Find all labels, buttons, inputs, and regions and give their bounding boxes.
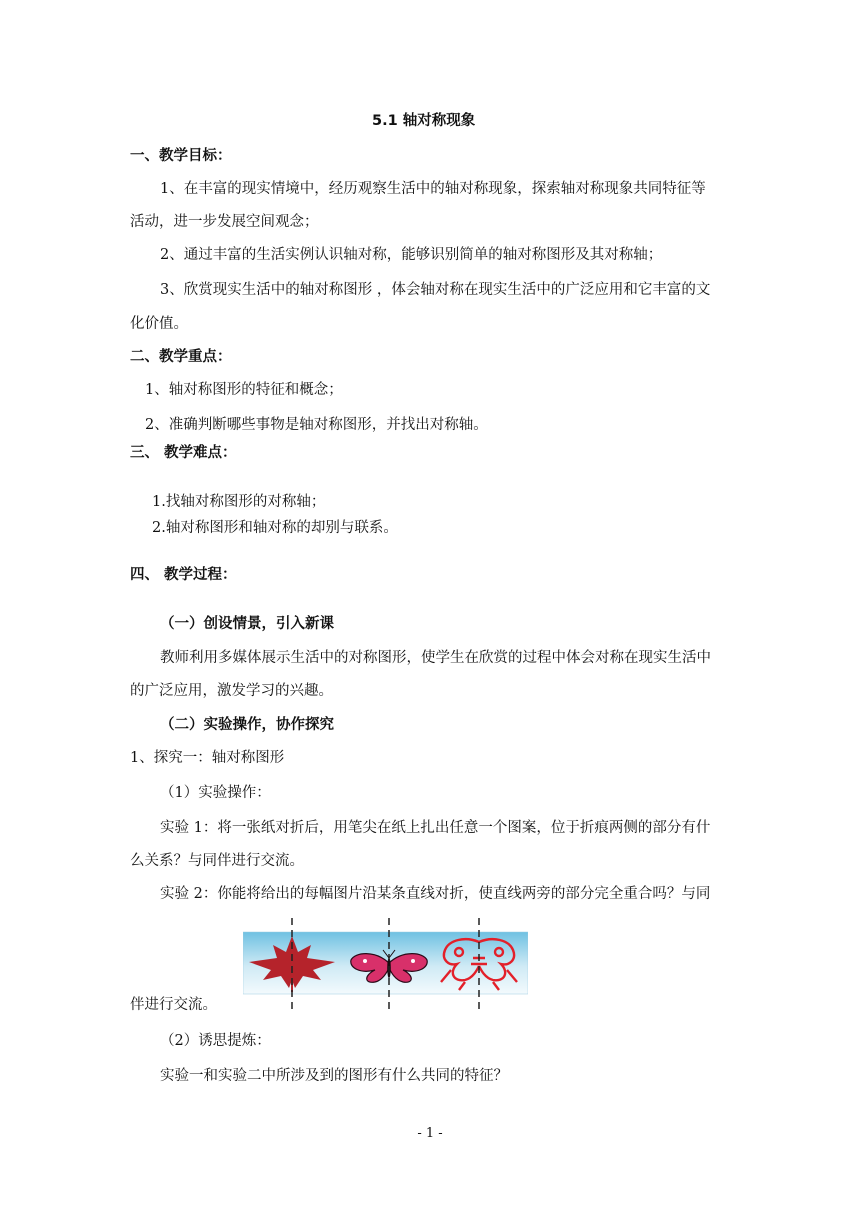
- heading-teaching-goals: 一、教学目标：: [130, 148, 232, 164]
- intro-line-1: 教师利用多媒体展示生活中的对称图形，使学生在欣赏的过程中体会对称在现实生活中: [160, 650, 711, 666]
- difficulty-1: 1.找轴对称图形的对称轴；: [152, 494, 326, 510]
- key-point-2: 2、准确判断哪些事物是轴对称图形，并找出对称轴。: [145, 417, 488, 433]
- difficulty-2: 2.轴对称图形和轴对称的却别与联系。: [152, 520, 398, 536]
- goal-2: 2、通过丰富的生活实例认识轴对称，能够识别简单的轴对称图形及其对称轴；: [160, 247, 663, 263]
- page-number: - 1 -: [417, 1126, 443, 1141]
- symmetry-figure: [243, 918, 528, 1013]
- intro-line-2: 的广泛应用，激发学习的兴趣。: [130, 683, 333, 699]
- experiment-2-line-2: 伴进行交流。: [130, 997, 217, 1013]
- subheading-experiment: （二）实验操作，协作探究: [160, 717, 334, 733]
- key-point-1: 1、轴对称图形的特征和概念；: [145, 382, 343, 398]
- goal-3-line-2: 化价值。: [130, 316, 188, 332]
- page-title: 5.1 轴对称现象: [372, 113, 476, 129]
- experiment-1-line-1: 实验 1：将一张纸对折后，用笔尖在纸上扎出任意一个图案，位于折痕两侧的部分有什: [160, 820, 711, 836]
- explore-1: 1、探究一：轴对称图形: [130, 750, 285, 766]
- heading-key-points: 二、教学重点：: [130, 349, 232, 365]
- goal-1-line-1: 1、在丰富的现实情境中，经历观察生活中的轴对称现象，探索轴对称现象共同特征等: [160, 181, 706, 197]
- operation-heading: （1）实验操作：: [160, 785, 271, 801]
- goal-3-line-1: 3、欣赏现实生活中的轴对称图形 ，体会轴对称在现实生活中的广泛应用和它丰富的文: [160, 282, 711, 298]
- reflection-heading: （2）诱思提炼：: [160, 1033, 271, 1049]
- reflection-question: 实验一和实验二中所涉及到的图形有什么共同的特征？: [160, 1068, 508, 1084]
- heading-difficulties: 三、 教学难点：: [130, 445, 237, 461]
- experiment-2-line-1: 实验 2：你能将给出的每幅图片沿某条直线对折，使直线两旁的部分完全重合吗？与同: [160, 886, 711, 902]
- subheading-intro: （一）创设情景，引入新课: [160, 616, 334, 632]
- experiment-1-line-2: 么关系？与同伴进行交流。: [130, 853, 304, 869]
- goal-1-line-2: 活动，进一步发展空间观念；: [130, 214, 319, 230]
- heading-teaching-process: 四、 教学过程：: [130, 567, 237, 583]
